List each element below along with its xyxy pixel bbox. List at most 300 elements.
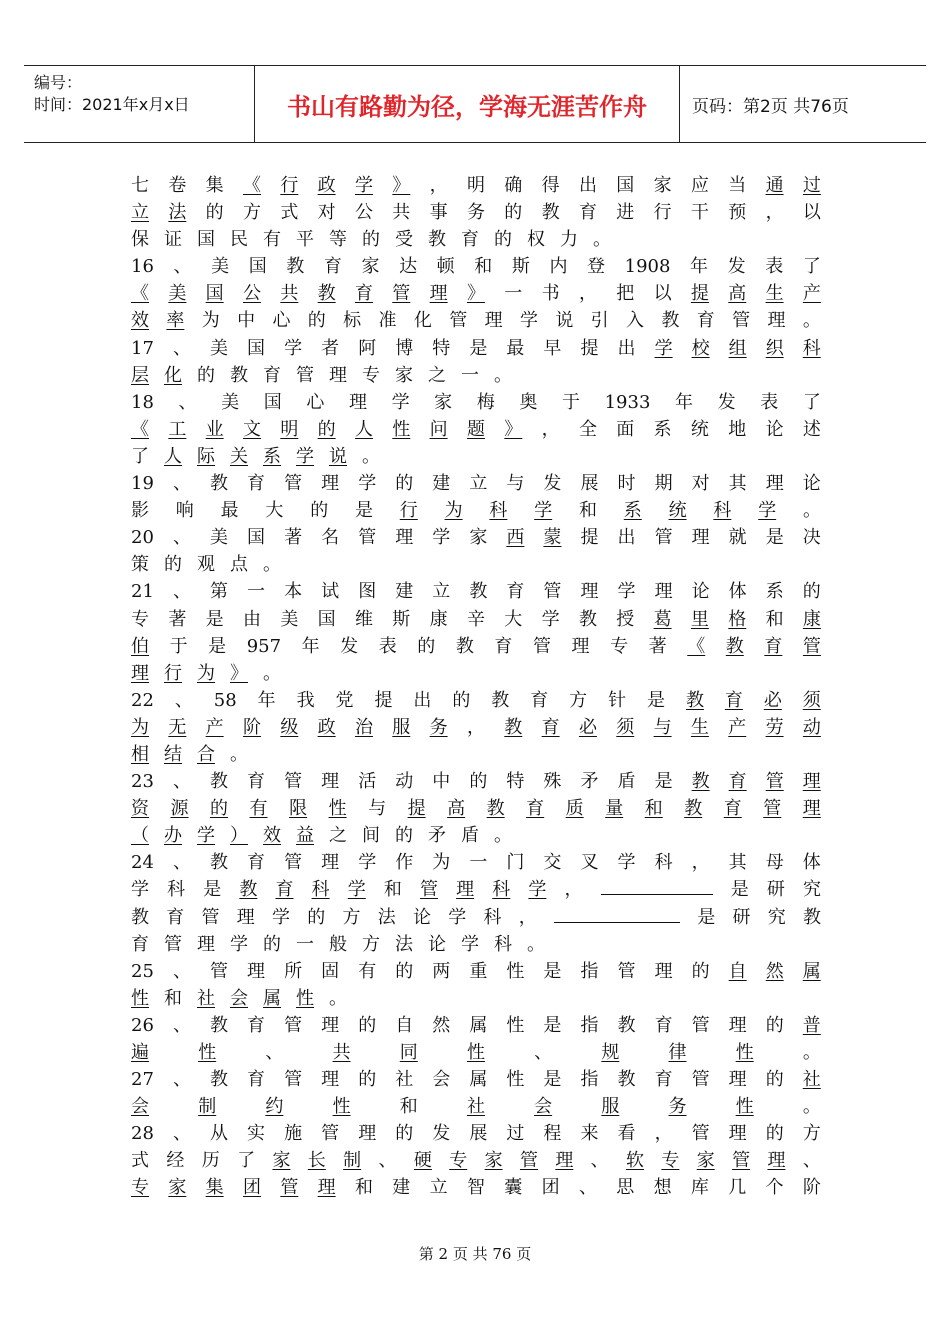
text-char: 母 xyxy=(765,852,784,874)
answer-char: 理 xyxy=(131,662,149,684)
answer-char: 理 xyxy=(767,1150,786,1172)
answer-char: 规 xyxy=(601,1042,620,1063)
text-char: 理 xyxy=(654,960,673,982)
answer-char: 生 xyxy=(765,283,784,305)
text-char: 学 xyxy=(230,933,248,955)
text-char: 平 xyxy=(296,229,314,251)
text-char: 以 xyxy=(802,202,821,224)
text-char: 、 xyxy=(590,1150,609,1172)
text-char: 发 xyxy=(717,391,736,413)
answer-char: 为 xyxy=(197,662,215,684)
text-char: 把 xyxy=(616,283,635,305)
document-body xyxy=(131,172,821,1202)
text-char: 是 xyxy=(208,635,227,657)
text-char: 家 xyxy=(395,364,413,386)
text-char: 、 xyxy=(172,1014,191,1036)
answer-char: 产 xyxy=(728,716,747,738)
text-char: 是 xyxy=(203,879,222,901)
text-char: 从 xyxy=(210,1123,228,1145)
answer-char: 《 xyxy=(131,418,149,440)
text-char: 理 xyxy=(728,1014,747,1036)
text-char: 管 xyxy=(201,906,220,928)
text-line xyxy=(131,1120,821,1147)
text-line xyxy=(131,1039,821,1066)
answer-char: 家 xyxy=(272,1150,291,1172)
text-char: 教 xyxy=(803,906,821,928)
text-char: 应 xyxy=(690,175,709,196)
page-label: 页码：第2页 共76页 xyxy=(692,96,849,117)
text-char: 和 xyxy=(354,1177,373,1199)
text-char: 标 xyxy=(343,310,362,332)
text-char: 理 xyxy=(395,527,414,549)
text-char: 管 xyxy=(691,1069,710,1091)
text-char: 说 xyxy=(555,310,574,332)
answer-char: 国 xyxy=(205,283,224,305)
text-char: 、 xyxy=(172,527,191,549)
text-char: 中 xyxy=(432,771,451,793)
text-char: 美 xyxy=(210,527,228,549)
text-char: 育 xyxy=(131,933,149,955)
text-char: 管 xyxy=(532,635,551,657)
text-char: 22 xyxy=(131,689,154,711)
text-char: 方 xyxy=(342,906,361,928)
text-char: 斯 xyxy=(511,256,530,278)
text-char: 教 xyxy=(491,689,510,711)
text-char: 矛 xyxy=(428,825,446,847)
answer-char: 产 xyxy=(802,283,821,305)
text-char: 管 xyxy=(284,852,303,874)
text-char: 一 xyxy=(296,933,314,955)
answer-char: 教 xyxy=(504,716,523,738)
answer-char: 性 xyxy=(198,1042,217,1063)
text-char: 顿 xyxy=(436,256,455,278)
answer-char: 校 xyxy=(691,337,710,359)
page-footer: 第 2 页 共 76 页 xyxy=(418,1245,532,1263)
answer-char: 学 xyxy=(758,500,777,522)
answer-char: 合 xyxy=(197,743,215,765)
text-char: 的 xyxy=(395,1123,414,1145)
text-char: 育 xyxy=(247,1069,266,1091)
text-char: 家 xyxy=(469,527,488,549)
answer-char: 伯 xyxy=(131,635,149,657)
text-line xyxy=(131,307,821,334)
answer-char: 《 xyxy=(687,635,706,657)
answer-char: 学 xyxy=(347,879,366,901)
answer-char: 制 xyxy=(198,1096,217,1118)
text-char: 出 xyxy=(617,527,636,549)
answer-char: 管 xyxy=(802,635,821,657)
text-char: 、 xyxy=(378,1150,397,1172)
answer-char: 有 xyxy=(249,798,268,820)
text-line xyxy=(131,1012,821,1039)
answer-char: 教 xyxy=(317,283,336,305)
text-char: 建 xyxy=(395,581,414,603)
text-char: 施 xyxy=(284,1123,303,1145)
answer-char: 务 xyxy=(429,716,448,738)
text-char: 过 xyxy=(506,1123,525,1145)
text-char: 管 xyxy=(617,960,636,982)
text-char: 美 xyxy=(221,391,240,413)
text-char: 面 xyxy=(616,418,635,440)
text-char: 由 xyxy=(242,608,261,630)
text-char: 述 xyxy=(802,418,821,440)
text-char: 专 xyxy=(131,608,149,630)
answer-char: 与 xyxy=(653,716,672,738)
text-char: 证 xyxy=(164,229,182,251)
text-char: 之 xyxy=(428,364,446,386)
answer-char: 问 xyxy=(429,418,448,440)
answer-char: 育 xyxy=(728,771,747,793)
answer-char: 的 xyxy=(317,418,336,440)
text-char: 25 xyxy=(131,960,154,982)
text-char: 学 xyxy=(284,337,303,359)
text-char: 家 xyxy=(361,256,380,278)
answer-char: 须 xyxy=(616,716,635,738)
answer-char: 科 xyxy=(311,879,330,901)
text-char: 阶 xyxy=(802,1177,821,1199)
text-char: 特 xyxy=(432,337,451,359)
text-char: 书 xyxy=(541,283,560,305)
text-char: 、 xyxy=(172,337,191,359)
text-char: 18 xyxy=(131,391,154,413)
answer-char: 集 xyxy=(205,1177,224,1199)
header-meta-cell xyxy=(24,66,255,142)
text-char: 民 xyxy=(230,229,248,251)
text-char: 。 xyxy=(802,500,821,522)
answer-char: 育 xyxy=(275,879,294,901)
text-line xyxy=(131,172,821,199)
text-char: 的 xyxy=(691,960,710,982)
text-char: 囊 xyxy=(504,1177,523,1199)
text-line xyxy=(131,660,821,687)
answer-char: 效 xyxy=(263,825,281,847)
text-line xyxy=(131,985,821,1012)
text-char: 全 xyxy=(578,418,597,440)
text-char: 学 xyxy=(358,852,377,874)
text-char: 统 xyxy=(690,418,709,440)
text-char: 的 xyxy=(307,310,326,332)
text-char: 。 xyxy=(329,987,347,1009)
text-char: 58 xyxy=(213,689,237,711)
text-char: 28 xyxy=(131,1123,154,1145)
text-char: 学 xyxy=(541,608,560,630)
answer-char: 教 xyxy=(239,879,258,901)
answer-char: 》 xyxy=(466,283,485,305)
text-char: 教 xyxy=(131,906,149,928)
answer-char: 为 xyxy=(444,500,463,522)
text-char: 发 xyxy=(543,473,562,495)
answer-char: 行 xyxy=(399,500,418,522)
text-line xyxy=(131,931,821,958)
text-char: 个 xyxy=(765,1177,784,1199)
answer-char: 相 xyxy=(131,743,149,765)
answer-char: 学 xyxy=(654,337,673,359)
text-char: 。 xyxy=(494,825,512,847)
answer-char: 会 xyxy=(131,1096,149,1118)
text-char: 的 xyxy=(452,689,471,711)
text-char: 教 xyxy=(578,608,597,630)
text-char: 当 xyxy=(728,175,747,196)
text-char: 属 xyxy=(469,1014,488,1036)
text-line xyxy=(131,1147,821,1174)
text-char: 了 xyxy=(131,445,149,467)
text-char: 明 xyxy=(466,175,485,196)
text-char: 达 xyxy=(399,256,418,278)
answer-char: 务 xyxy=(668,1096,687,1118)
text-char: 管 xyxy=(210,960,228,982)
text-char: 管 xyxy=(296,364,314,386)
text-char: 育 xyxy=(247,771,266,793)
text-char: 教 xyxy=(617,1014,636,1036)
text-char: 、 xyxy=(578,1177,597,1199)
text-char: 门 xyxy=(506,852,525,874)
text-char: ， xyxy=(541,418,560,440)
answer-char: 教 xyxy=(691,771,710,793)
text-char: 理 xyxy=(197,933,215,955)
text-char: 年 xyxy=(257,689,276,711)
text-line xyxy=(131,280,821,307)
answer-char: 性 xyxy=(296,987,314,1009)
text-char: 理 xyxy=(691,527,710,549)
serial-label: 编号： xyxy=(34,73,83,92)
text-char: 集 xyxy=(205,175,224,196)
text-line xyxy=(131,1174,821,1201)
text-char: 科 xyxy=(654,852,673,874)
answer-char: 里 xyxy=(690,608,709,630)
text-char: 所 xyxy=(284,960,303,982)
text-char: 干 xyxy=(690,202,709,224)
text-char: 26 xyxy=(131,1014,154,1036)
answer-char: 性 xyxy=(328,798,347,820)
text-char: 提 xyxy=(580,527,599,549)
text-char: 23 xyxy=(131,771,154,793)
text-char: 受 xyxy=(395,229,413,251)
answer-char: 性 xyxy=(131,987,149,1009)
text-char: 的 xyxy=(164,554,182,576)
text-char: 一 xyxy=(247,581,266,603)
answer-char: 办 xyxy=(164,825,182,847)
text-char: 育 xyxy=(323,256,342,278)
answer-char: 理 xyxy=(317,1177,336,1199)
text-line xyxy=(131,958,821,985)
text-char: 19 xyxy=(131,473,154,495)
text-char: 育 xyxy=(494,635,513,657)
answer-char: 学 xyxy=(197,825,215,847)
text-line xyxy=(131,416,821,443)
answer-char: 康 xyxy=(802,608,821,630)
answer-char: 硬 xyxy=(413,1150,432,1172)
answer-char: 人 xyxy=(354,418,373,440)
text-char: 指 xyxy=(580,1014,599,1036)
text-char: 的 xyxy=(417,635,436,657)
text-char: 之 xyxy=(329,825,347,847)
text-char: ， xyxy=(564,879,583,901)
text-line xyxy=(131,606,821,633)
text-char: 阿 xyxy=(358,337,377,359)
text-char: 管 xyxy=(358,527,377,549)
answer-char: 政 xyxy=(317,716,336,738)
answer-char: 立 xyxy=(131,202,149,224)
text-char: 保 xyxy=(131,229,149,251)
text-char: 的 xyxy=(205,202,224,224)
text-char: 学 xyxy=(131,879,149,901)
text-char: 社 xyxy=(395,1069,414,1091)
answer-char: 社 xyxy=(197,987,215,1009)
text-char: 引 xyxy=(590,310,609,332)
text-char: 育 xyxy=(247,1014,266,1036)
text-char: 了 xyxy=(802,256,821,278)
text-char: 年 xyxy=(690,256,709,278)
text-char: 家 xyxy=(434,391,453,413)
text-char: 国 xyxy=(197,229,215,251)
text-char: 系 xyxy=(653,418,672,440)
text-char: 教 xyxy=(210,771,228,793)
text-char: 、 xyxy=(534,1042,553,1063)
text-char: 想 xyxy=(653,1177,672,1199)
text-char: 科 xyxy=(494,933,512,955)
text-char: 登 xyxy=(587,256,606,278)
answer-char: 题 xyxy=(466,418,485,440)
answer-char: 管 xyxy=(732,1150,751,1172)
text-char: 性 xyxy=(506,1014,525,1036)
answer-char: 管 xyxy=(763,798,782,820)
answer-char: 普 xyxy=(802,1014,821,1036)
text-char: 国 xyxy=(247,527,266,549)
answer-char: 学 xyxy=(528,879,547,901)
text-char: ， xyxy=(518,906,537,928)
answer-char: 育 xyxy=(723,798,742,820)
answer-char: 共 xyxy=(332,1042,351,1063)
text-char: 梅 xyxy=(476,391,495,413)
text-char: 交 xyxy=(543,852,562,874)
text-char: 入 xyxy=(626,310,645,332)
text-char: 影 xyxy=(131,500,149,522)
text-char: 1908 xyxy=(624,256,671,278)
text-char: 是 xyxy=(543,1069,562,1091)
text-char: 是 xyxy=(654,771,673,793)
text-char: 实 xyxy=(247,1123,266,1145)
answer-char: 说 xyxy=(329,445,347,467)
text-char: 教 xyxy=(230,364,248,386)
header-page-cell xyxy=(680,66,926,142)
text-char: 点 xyxy=(230,554,248,576)
text-char: 重 xyxy=(469,960,488,982)
fill-in-blank xyxy=(601,876,713,895)
answer-char: 遍 xyxy=(131,1042,149,1063)
text-char: 专 xyxy=(610,635,629,657)
answer-char: 资 xyxy=(131,798,149,820)
answer-char: 效 xyxy=(131,310,149,332)
text-char: 是 xyxy=(354,500,373,522)
answer-char: 行 xyxy=(280,175,299,196)
text-char: 、 xyxy=(172,1069,191,1091)
answer-char: 治 xyxy=(354,716,373,738)
answer-char: 律 xyxy=(668,1042,687,1063)
text-char: 表 xyxy=(765,256,784,278)
text-char: 为 xyxy=(201,310,220,332)
text-char: 育 xyxy=(247,852,266,874)
text-char: 针 xyxy=(608,689,627,711)
text-char: 学 xyxy=(432,527,451,549)
text-char: 国 xyxy=(263,391,282,413)
text-char: 论 xyxy=(428,933,446,955)
answer-char: 必 xyxy=(763,689,782,711)
text-line xyxy=(131,199,821,226)
text-char: 期 xyxy=(654,473,673,495)
text-char: 库 xyxy=(690,1177,709,1199)
text-char: 、 xyxy=(172,771,191,793)
text-line xyxy=(131,253,821,280)
answer-char: 理 xyxy=(456,879,475,901)
text-char: 教 xyxy=(661,310,680,332)
answer-char: 长 xyxy=(307,1150,326,1172)
text-char: 的 xyxy=(197,364,215,386)
answer-char: 育 xyxy=(541,716,560,738)
text-char: 来 xyxy=(580,1123,599,1145)
answer-char: 关 xyxy=(230,445,248,467)
text-char: 管 xyxy=(691,1123,710,1145)
text-char: 的 xyxy=(469,771,488,793)
text-char: 国 xyxy=(248,256,267,278)
text-char: 卷 xyxy=(168,175,187,196)
answer-char: 源 xyxy=(170,798,189,820)
text-char: 出 xyxy=(578,175,597,196)
answer-char: 家 xyxy=(168,1177,187,1199)
text-char: 理 xyxy=(321,771,340,793)
text-char: 、 xyxy=(172,960,191,982)
text-char: 方 xyxy=(362,933,380,955)
text-char: 的 xyxy=(395,473,414,495)
text-char: 立 xyxy=(469,473,488,495)
text-char: 经 xyxy=(166,1150,185,1172)
text-char: 一 xyxy=(469,852,488,874)
text-char: 管 xyxy=(284,1069,303,1091)
answer-char: 化 xyxy=(164,364,182,386)
text-char: 提 xyxy=(374,689,393,711)
text-line xyxy=(131,849,821,876)
answer-char: 教 xyxy=(685,689,704,711)
text-line xyxy=(131,822,821,849)
answer-char: 管 xyxy=(519,1150,538,1172)
text-char: 者 xyxy=(321,337,340,359)
text-char: 叉 xyxy=(580,852,599,874)
text-char: 。 xyxy=(494,364,512,386)
motto: 书山有路勤为径，学海无涯苦作舟 xyxy=(287,92,647,121)
text-char: 名 xyxy=(321,527,340,549)
answer-char: 性 xyxy=(735,1096,754,1118)
answer-char: 工 xyxy=(168,418,187,440)
text-char: 管 xyxy=(691,1014,710,1036)
text-char: 教 xyxy=(210,473,228,495)
answer-char: 率 xyxy=(166,310,185,332)
text-char: ， xyxy=(691,852,710,874)
text-char: 化 xyxy=(413,310,432,332)
text-char: 试 xyxy=(321,581,340,603)
text-char: 决 xyxy=(802,527,821,549)
answer-char: 管 xyxy=(280,1177,299,1199)
text-char: 是 xyxy=(697,906,716,928)
text-char: 是 xyxy=(469,337,488,359)
answer-char: 高 xyxy=(447,798,466,820)
answer-char: （ xyxy=(131,825,149,847)
text-char: 权 xyxy=(527,229,545,251)
text-char: 管 xyxy=(284,473,303,495)
date-label: 时间：2021年x月x日 xyxy=(34,95,190,114)
text-char: 是 xyxy=(730,879,749,901)
text-char: 论 xyxy=(413,906,431,928)
text-char: 就 xyxy=(728,527,747,549)
text-char: 法 xyxy=(395,933,413,955)
